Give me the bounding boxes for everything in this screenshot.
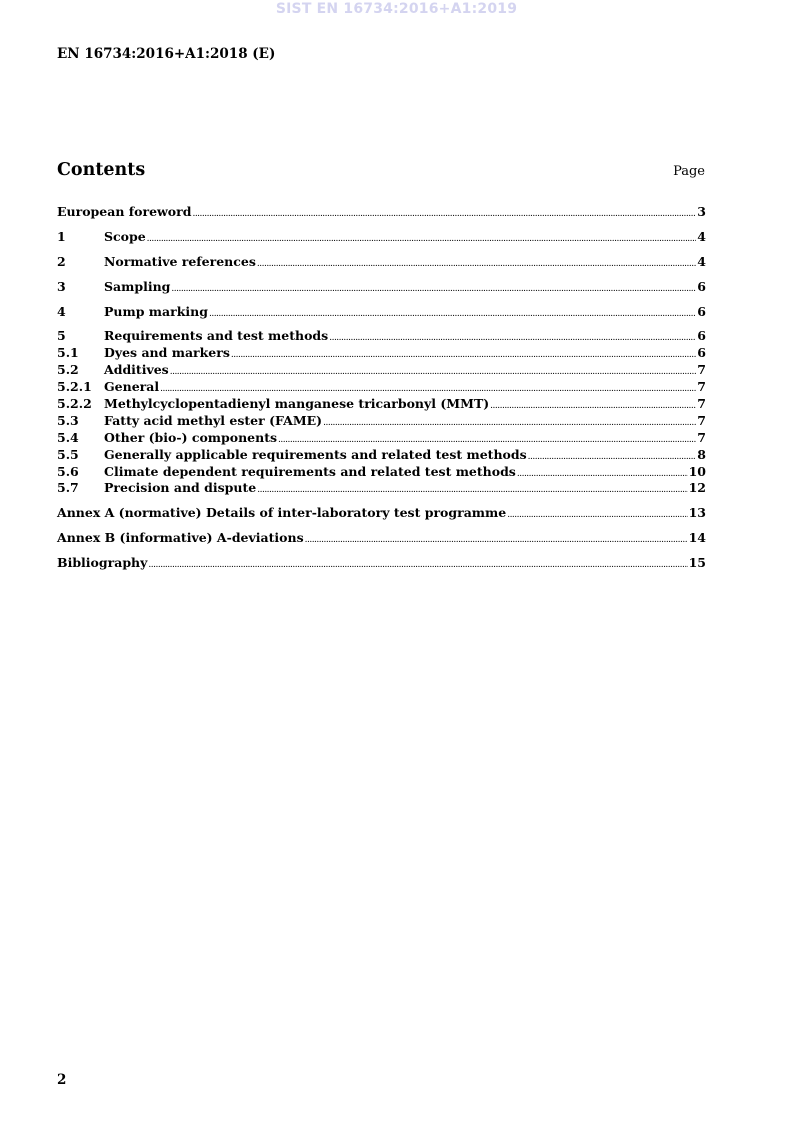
toc-entry-number: 2	[57, 253, 66, 269]
toc-entry-title: Precision and dispute	[104, 480, 257, 496]
toc-entry-title: Additives	[104, 362, 169, 378]
toc-entry-title: Bibliography	[57, 555, 148, 571]
toc-entry-number: 5.5	[57, 446, 79, 462]
toc-entry-page: 3	[697, 204, 706, 219]
toc-entry-number: 3	[57, 278, 66, 294]
toc-leader-dots	[147, 231, 697, 248]
document-id: EN 16734:2016+A1:2018 (E)	[57, 46, 276, 62]
toc-leader-dots	[231, 347, 696, 364]
toc-entry-other-components[interactable]	[57, 430, 706, 447]
toc-entry-title: Pump marking	[104, 303, 208, 319]
toc-entry-page: 14	[688, 530, 706, 546]
toc-entry-page: 10	[688, 463, 706, 479]
toc-entry-title: European foreword	[57, 204, 192, 219]
toc-entry-title: Dyes and markers	[104, 345, 230, 361]
toc-leader-dots	[323, 415, 696, 432]
toc-leader-dots	[209, 306, 696, 323]
toc-entry-annex-a[interactable]	[57, 505, 706, 522]
toc-entry-page: 4	[697, 253, 706, 269]
toc-leader-dots	[171, 281, 696, 298]
toc-entry-page: 7	[697, 362, 706, 378]
toc-leader-dots	[528, 449, 697, 466]
toc-entry-page: 7	[697, 429, 706, 445]
watermark: SIST EN 16734:2016+A1:2019	[275, 1, 518, 17]
toc-entry-number: 5.2	[57, 362, 79, 378]
toc-leader-dots	[257, 482, 687, 499]
toc-leader-dots	[517, 466, 688, 483]
toc-entry-number: 5.2.1	[57, 379, 92, 395]
toc-entry-title: Methylcyclopentadienyl manganese tricarbonyl (MMT)	[104, 396, 490, 412]
toc-entry-number: 5.2.2	[57, 396, 92, 412]
toc-entry-additives[interactable]	[57, 362, 706, 379]
toc-entry-number: 4	[57, 303, 66, 319]
toc-leader-dots	[170, 364, 697, 381]
contents-heading: Contents	[57, 160, 146, 180]
toc-entry-page: 12	[688, 480, 706, 496]
toc-entry-precision[interactable]	[57, 480, 706, 497]
toc-leader-dots	[305, 532, 688, 549]
toc-entry-page: 6	[697, 278, 706, 294]
toc-entry-number: 5.3	[57, 412, 79, 428]
toc-entry-title: Generally applicable requirements and related test methods	[104, 446, 527, 462]
toc-entry-number: 1	[57, 228, 66, 244]
toc-entry-number: 5.1	[57, 345, 79, 361]
toc-entry-general-requirements[interactable]	[57, 447, 706, 464]
toc-leader-dots	[490, 398, 696, 415]
toc-entry-fame[interactable]	[57, 413, 706, 430]
toc-entry-title: Fatty acid methyl ester (FAME)	[104, 412, 323, 428]
table-of-contents	[57, 204, 706, 572]
toc-entry-climate-requirements[interactable]	[57, 464, 706, 481]
toc-entry-number: 5.7	[57, 480, 79, 496]
toc-entry-foreword[interactable]	[57, 204, 706, 221]
toc-entry-scope[interactable]	[57, 229, 706, 246]
toc-leader-dots	[329, 330, 696, 347]
toc-leader-dots	[192, 206, 696, 223]
toc-leader-dots	[507, 507, 687, 524]
toc-entry-page: 6	[697, 328, 706, 344]
toc-entry-normative-references[interactable]	[57, 254, 706, 271]
toc-entry-title: Scope	[104, 228, 146, 244]
toc-entry-page: 15	[688, 555, 706, 571]
toc-entry-page: 13	[688, 505, 706, 521]
toc-entry-number: 5.4	[57, 429, 79, 445]
toc-entry-title: Normative references	[104, 253, 256, 269]
toc-entry-title: Requirements and test methods	[104, 328, 329, 344]
toc-leader-dots	[257, 256, 696, 273]
toc-entry-page: 6	[697, 345, 706, 361]
toc-entry-annex-b[interactable]	[57, 530, 706, 547]
toc-entry-mmt[interactable]	[57, 396, 706, 413]
toc-entry-number: 5.6	[57, 463, 79, 479]
page-number: 2	[57, 1072, 67, 1088]
toc-entry-title: Annex B (informative) A-deviations	[57, 530, 304, 546]
page-column-label: Page	[673, 164, 705, 179]
toc-entry-title: Annex A (normative) Details of inter-laboratory test programme	[57, 505, 507, 521]
toc-entry-title: Other (bio-) components	[104, 429, 278, 445]
toc-entry-requirements[interactable]	[57, 328, 706, 345]
toc-entry-pump-marking[interactable]	[57, 304, 706, 321]
toc-entry-page: 4	[697, 228, 706, 244]
toc-entry-title: General	[104, 379, 160, 395]
toc-entry-page: 8	[697, 446, 706, 462]
toc-entry-bibliography[interactable]	[57, 555, 706, 572]
toc-entry-page: 7	[697, 396, 706, 412]
toc-entry-sampling[interactable]	[57, 279, 706, 296]
toc-entry-page: 7	[697, 412, 706, 428]
toc-entry-dyes-markers[interactable]	[57, 345, 706, 362]
toc-entry-page: 6	[697, 303, 706, 319]
toc-entry-title: Sampling	[104, 278, 171, 294]
toc-leader-dots	[148, 557, 687, 574]
toc-entry-title: Climate dependent requirements and related test methods	[104, 463, 516, 479]
toc-entry-number: 5	[57, 328, 66, 344]
toc-entry-page: 7	[697, 379, 706, 395]
toc-entry-general[interactable]	[57, 379, 706, 396]
